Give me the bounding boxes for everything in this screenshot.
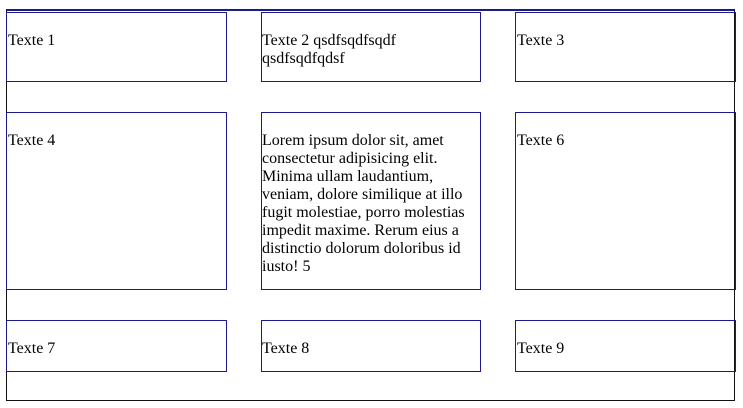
grid-item-5 — [261, 112, 481, 290]
grid-item-text: Texte 6 — [517, 132, 565, 149]
grid-item-9 — [515, 320, 736, 372]
grid-item-text: Texte 8 — [262, 340, 310, 357]
grid-item-text: Texte 3 — [517, 32, 565, 49]
grid-item-text: Texte 4 — [8, 132, 56, 149]
grid-item-text: Texte 7 — [8, 340, 56, 357]
grid-item-text: Texte 9 — [517, 340, 565, 357]
grid-item-2 — [261, 12, 481, 82]
grid-item-3 — [515, 12, 736, 82]
grid-item-7 — [6, 320, 227, 372]
grid-item-4 — [6, 112, 227, 290]
grid-item-text: Texte 2 qsdfsqdfsqdf qsdfsqdfqdsf — [262, 32, 396, 67]
grid-item-6 — [515, 112, 736, 290]
grid-item-text: Lorem ipsum dolor sit, amet consectetur adipisicing elit. Minima ullam laudantium, veniam, dolore similique at illo fugit molestiae, porro molestias impedit maxime. Rerum eius a distinctio dolorum doloribus id iusto! 5 — [262, 132, 465, 275]
grid-item-text: Texte 1 — [8, 32, 56, 49]
grid-item-8 — [261, 320, 481, 372]
grid-item-1 — [6, 12, 227, 82]
